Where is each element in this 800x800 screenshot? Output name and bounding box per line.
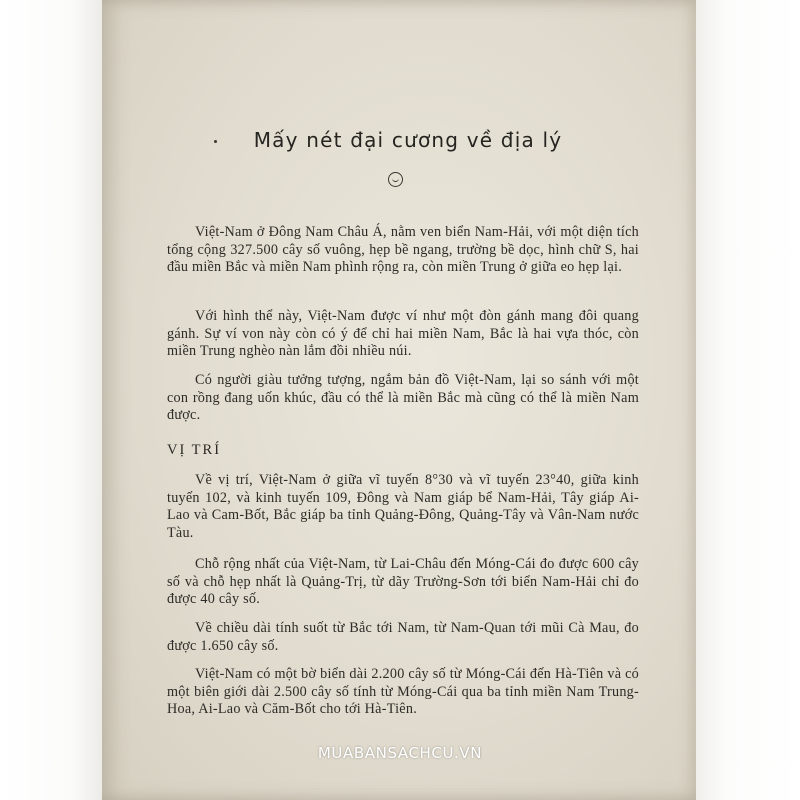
section-heading: VỊ TRÍ — [167, 442, 222, 458]
paragraph-2: Với hình thể này, Việt-Nam được ví như một đòn gánh mang đôi quang gánh. Sự ví von này còn có ý để chỉ hai miền Nam, Bắc là hai vựa thóc, còn miền Trung nghèo nàn lắm đồi nhiều núi. — [167, 308, 639, 360]
section-paragraph-2: Chỗ rộng nhất của Việt-Nam, từ Lai-Châu đến Móng-Cái đo được 600 cây số và chỗ hẹp nhất là Quảng-Trị, từ dãy Trường-Sơn tới biển Nam-Hải chỉ đo được 40 cây số. — [167, 556, 639, 608]
book-page — [102, 0, 696, 800]
page-title: Mấy nét đại cương về địa lý — [253, 128, 563, 152]
paragraph-3: Có người giàu tưởng tượng, ngắm bản đồ Việt-Nam, lại so sánh với một con rồng đang uốn khúc, đầu có thể là miền Bắc mà cũng có thể là miền Nam được. — [167, 372, 639, 424]
section-paragraph-3: Về chiều dài tính suốt từ Bắc tới Nam, từ Nam-Quan tới mũi Cà Mau, đo được 1.650 cây số. — [167, 620, 639, 654]
paragraph-1: Việt-Nam ở Đông Nam Châu Á, nằm ven biển Nam-Hải, với một diện tích tổng cộng 327.500 cây số vuông, hẹp bề ngang, trường bề dọc, hình chữ S, hai đầu miền Bắc và miền Nam phình rộng ra, còn miền Trung ở giữa eo hẹp lại. — [167, 224, 639, 276]
left-background — [0, 0, 102, 800]
right-background — [696, 0, 800, 800]
watermark: MUABANSACHCU.VN — [317, 744, 483, 762]
page-content — [162, 0, 654, 800]
section-paragraph-1: Về vị trí, Việt-Nam ở giữa vĩ tuyến 8°30 và vĩ tuyến 23°40, giữa kinh tuyến 102, và kinh tuyến 109, Đông và Nam giáp bể Nam-Hải, Tây giáp Ai-Lao và Cam-Bốt, Bắc giáp ba tỉnh Quảng-Đông, Quảng-Tây và Vân-Nam nước Tàu. — [167, 472, 639, 541]
ornament-icon — [388, 172, 403, 187]
section-paragraph-4: Việt-Nam có một bờ biển dài 2.200 cây số từ Móng-Cái đến Hà-Tiên và có một biên giới dài 2.500 cây số tính từ Móng-Cái qua ba tỉnh miền Nam Trung-Hoa, Ai-Lao và Căm-Bốt cho tới Hà-Tiên. — [167, 666, 639, 718]
